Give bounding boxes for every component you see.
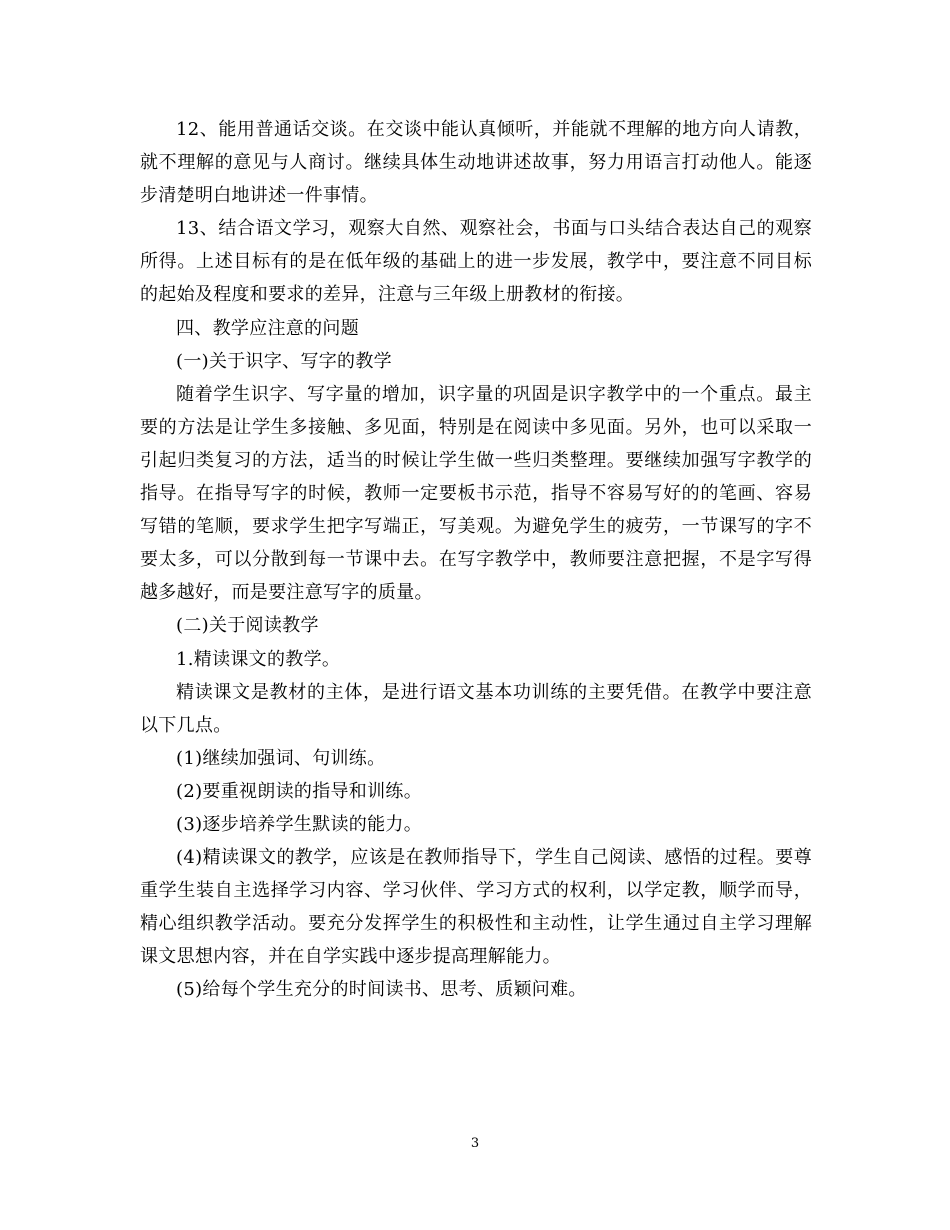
paragraph-item-12: 12、能用普通话交谈。在交谈中能认真倾听，并能就不理解的地方向人请教，就不理解的意见与人商讨。继续具体生动地讲述故事，努力用语言打动他人。能逐步清楚明白地讲述一件事情。 [140, 119, 812, 207]
list-item-2: (2)要重视朗读的指导和训练。 [176, 780, 422, 802]
list-item-1: (1)继续加强词、句训练。 [176, 747, 386, 769]
subsection-heading-literacy: (一)关于识字、写字的教学 [176, 350, 392, 372]
list-item-4: (4)精读课文的教学，应该是在教师指导下，学生自己阅读、感悟的过程。要尊重学生装自主选择学习内容、学习伙伴、学习方式的权利，以学定教，顺学而导，精心组织教学活动。要充分发挥学生的积极性和主动性，让学生通过自主学习理解课文思想内容，并在自学实践中逐步提高理解能力。 [140, 847, 812, 968]
list-heading-intensive-reading: 1.精读课文的教学。 [176, 648, 341, 670]
subsection-heading-reading: (二)关于阅读教学 [176, 615, 319, 637]
paragraph-intensive-reading: 精读课文是教材的主体，是进行语文基本功训练的主要凭借。在教学中要注意以下几点。 [140, 681, 812, 736]
section-heading-4: 四、教学应注意的问题 [176, 317, 359, 339]
list-item-3: (3)逐步培养学生默读的能力。 [176, 813, 422, 835]
paragraph-literacy-teaching: 随着学生识字、写字量的增加，识字量的巩固是识字教学中的一个重点。最主要的方法是让学生多接触、多见面，特别是在阅读中多见面。另外，也可以采取一引起归类复习的方法，适当的时候让学生做一些归类整理。要继续加强写字教学的指导。在指导写字的时候，教师一定要板书示范，指导不容易写好的的笔画、容易写错的笔顺，要求学生把字写端正，写美观。为避免学生的疲劳，一节课写的字不要太多，可以分散到每一节课中去。在写字教学中，教师要注意把握，不是字写得越多越好，而是要注意写字的质量。 [140, 383, 812, 604]
document-body [140, 113, 812, 1007]
page-number: 3 [470, 1136, 480, 1151]
paragraph-item-13: 13、结合语文学习，观察大自然、观察社会，书面与口头结合表达自己的观察所得。上述目标有的是在低年级的基础上的进一步发展，教学中，要注意不同目标的起始及程度和要求的差异，注意与三年级上册教材的衔接。 [140, 218, 812, 306]
list-item-5: (5)给每个学生充分的时间读书、思考、质颖问难。 [176, 979, 587, 1001]
